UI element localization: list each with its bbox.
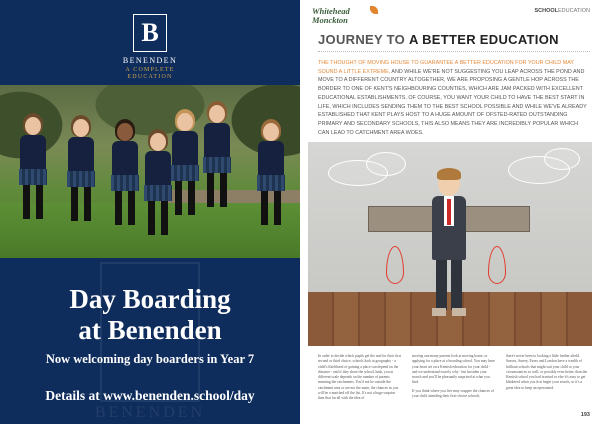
boy-tie — [447, 199, 451, 225]
advert-subheadline: Now welcoming day boarders in Year 7 — [45, 352, 255, 366]
cardboard-wing-left — [368, 206, 438, 232]
school-name-watermark: BENENDEN — [94, 404, 206, 421]
title-divider — [318, 51, 590, 52]
article-column-1 — [318, 354, 402, 402]
section-tag-bold: SCHOOL — [534, 8, 559, 14]
page-number: 193 — [580, 412, 590, 418]
column-paragraph: If you think where you live may scupper the chances of your child attending their first-choice schools, — [412, 388, 494, 399]
schoolgirls-running-photo — [0, 85, 300, 258]
boy-shoes — [432, 308, 466, 316]
article-column-2 — [412, 354, 496, 399]
cardboard-wing-right — [460, 206, 530, 232]
article-title — [318, 32, 559, 47]
school-name: BENENDEN — [122, 56, 178, 65]
section-tag-rest: EDUCATION — [558, 8, 590, 14]
column-paragraph: there's never been to looking a little further afield. Sussex, Surrey, Essex and London have a wealth of brilliant schools that might suit your child or your circumstances so well, or possibly even better, than the Kentish school you had in mind or else it's easy to get blinkered when you first begin your search, so it's a great idea to keep an open mind. — [506, 354, 588, 390]
school-tagline-line2: EDUCATION — [127, 74, 173, 80]
column-paragraph: In order to decide which pupils get the nod for their first second or third choice, schools look at geography - a child's likelihood of gaining a place can depend on the distance - and if they share the school, hash, you at different scale depends on the number of parents meaning the catchments. You'd not be outside the catchment area or are not the main, the chances as you will be a matched off the list. It's not a huge surprise then that far all with the idea of — [318, 354, 402, 401]
leaf-icon — [370, 6, 378, 14]
magazine-logo — [312, 6, 382, 26]
chalk-cloud — [544, 148, 580, 170]
article-standfirst — [318, 59, 590, 137]
article-title-bold: A BETTER EDUCATION — [408, 32, 559, 47]
article-page — [300, 0, 600, 424]
boy-hair — [437, 168, 461, 180]
benenden-crest-logo — [133, 14, 167, 52]
magazine-logo-line2: Monckton — [312, 15, 348, 25]
boy-legs — [436, 260, 462, 310]
school-tagline-line1: A COMPLETE — [125, 67, 175, 73]
article-title-light: JOURNEY TO — [318, 32, 409, 47]
magazine-logo-line1: Whitehead — [312, 6, 350, 16]
article-column-3 — [506, 354, 590, 391]
column-paragraph: moving one many parents look at moving home, or applying for a place at a boarding school. You may have your heart set on a Kentish education for your child - and we understand exactly why - but broaden your search and you'll be pleasantly surprised at what you find. — [412, 354, 495, 385]
advert-details-url: Details at www.benenden.school/day — [45, 388, 255, 403]
advert-headline-line2: at Benenden — [78, 315, 222, 345]
standfirst-rest: AND WHILE WE'RE NOT SUGGESTING YOU LEAP ACROSS THE POND AND MOVE TO A DIFFERENT COUNTRY ALTOGETHER, WE ARE PROPOSING A GENTLE HOP ACROSS THE BORDER TO ONE OF KENT'S NEIGHBOURING COUNTIES, WHICH ARE JAM PACKED WITH EXCELLENT EDUCATIONAL ESTABLISHMENTS. OF COURSE, YOU WANT YOUR CHILD TO HAVE THE BEST START IN LIFE, WHICH INCLUDES SENDING THEM TO THE BEST SCHOOL POSSIBLE AND WHILE WE'VE ALREADY ESTABLISHED THAT KENT PLAYS HOST TO A HUGE AMOUNT OF OFSTED-RATED OUTSTANDING PRIMARY AND SECONDARY SCHOOLS, THIS ALSO MEANS THEY ARE INCREDIBLY POPULAR WHICH CAN LEAD TO CATCHMENT AREA WOES. — [318, 68, 587, 136]
logo-letter: B — [141, 18, 159, 47]
section-tag — [534, 8, 590, 14]
chalk-cloud — [366, 152, 406, 176]
boy-with-cardboard-wings-photo — [308, 142, 592, 346]
standfirst-highlight: THE THOUGHT OF MOVING HOUSE TO GUARANTEE A BETTER EDUCATION FOR YOUR CHILD MAY SOUND A LITTLE EXTREME, — [318, 60, 574, 75]
advert-headline-line1: Day Boarding — [69, 284, 231, 314]
